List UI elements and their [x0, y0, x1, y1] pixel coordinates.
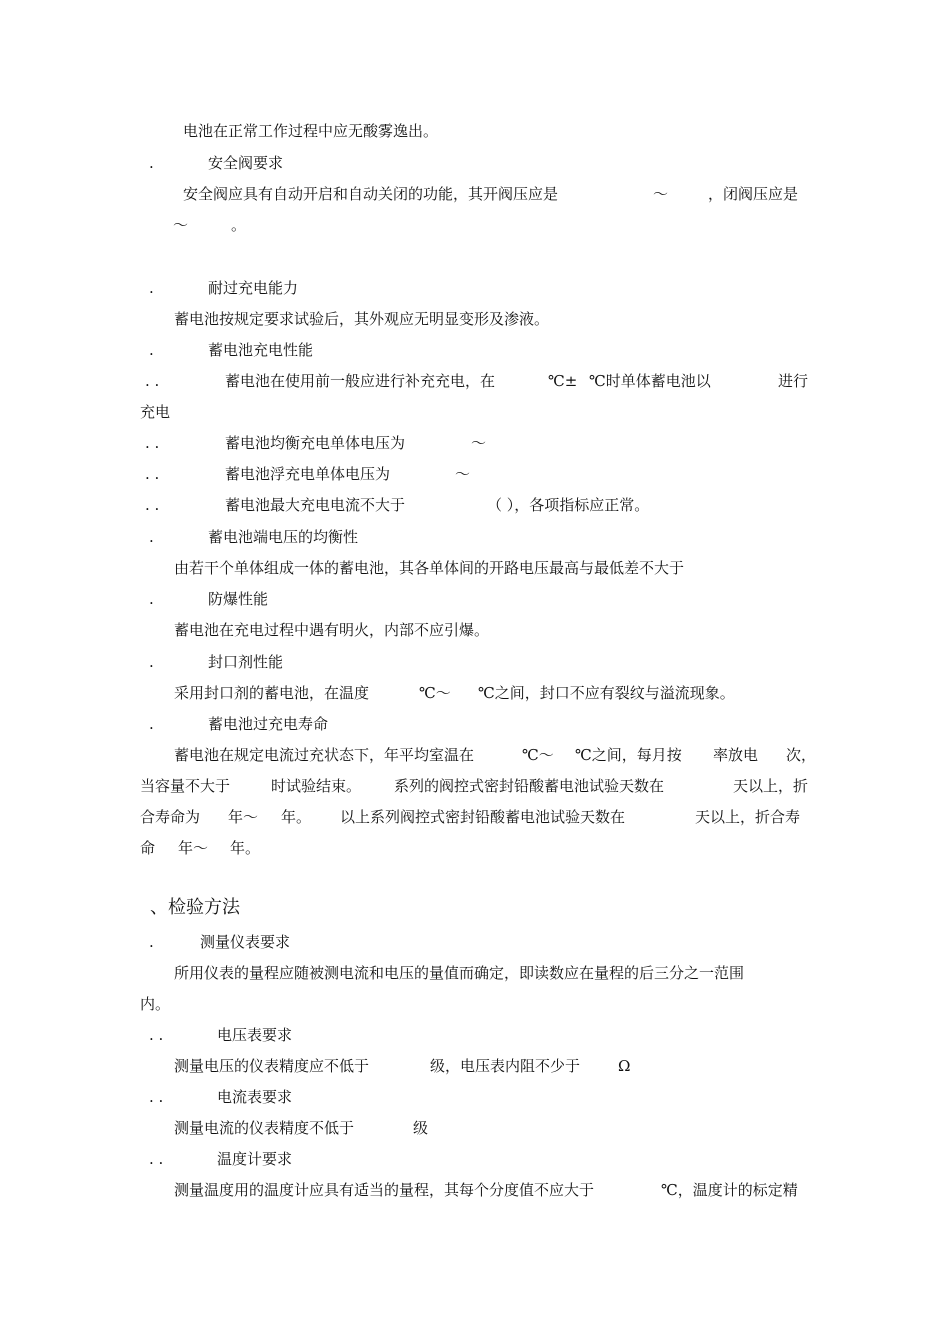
heading-overcharge-life: 蓄电池过充电寿命	[208, 715, 329, 733]
paragraph-capacity: 当容量不大于	[140, 777, 231, 795]
section-number: .	[149, 154, 154, 172]
paragraph-monthly: ℃之间，每月按	[575, 746, 682, 764]
section-number: .	[149, 528, 154, 546]
paragraph-days-above: 天以上，折	[733, 777, 809, 795]
paragraph-instrument-range: 所用仪表的量程应随被测电流和电压的量值而确定，即读数应在量程的后三分之一范围	[174, 964, 745, 982]
paragraph-discharge-rate: 率放电	[713, 746, 759, 764]
paragraph-overcharge: 蓄电池按规定要求试验后，其外观应无明显变形及渗液。	[174, 310, 550, 328]
years-range: 年～	[228, 808, 259, 826]
temperature-range: ℃～	[419, 684, 451, 702]
subsection-number: . .	[145, 434, 160, 452]
paragraph-explosion-proof: 蓄电池在充电过程中遇有明火，内部不应引爆。	[174, 621, 490, 639]
paragraph-overcharge-life: 蓄电池在规定电流过充状态下，年平均室温在	[174, 746, 475, 764]
heading-safety-valve: 安全阀要求	[208, 154, 284, 172]
period: 。	[231, 216, 247, 234]
heading-voltmeter: 电压表要求	[217, 1026, 293, 1044]
heading-sealant: 封口剂性能	[208, 653, 284, 671]
paragraph-times: 次，	[786, 746, 817, 764]
paragraph-supplement-charge: 蓄电池在使用前一般应进行补充充电，在	[225, 372, 496, 390]
subsection-number: . .	[145, 465, 160, 483]
subsection-number: . .	[149, 1088, 164, 1106]
paragraph-voltage-balance: 由若干个单体组成一体的蓄电池，其各单体间的开路电压最高与最低差不大于	[174, 559, 685, 577]
heading-charging-performance: 蓄电池充电性能	[208, 341, 314, 359]
section-number: .	[149, 590, 154, 608]
heading-voltage-balance: 蓄电池端电压的均衡性	[208, 528, 359, 546]
heading-thermometer: 温度计要求	[217, 1150, 293, 1168]
paragraph-grade: 级	[413, 1119, 429, 1137]
paragraph-thermometer: 测量温度用的温度计应具有适当的量程，其每个分度值不应大于	[174, 1181, 595, 1199]
paragraph-within: 内。	[140, 995, 171, 1013]
paragraph-unit-cell: ℃时单体蓄电池以	[589, 372, 711, 390]
paragraph-close-pressure: ，闭阀压应是	[708, 185, 799, 203]
section-number: .	[149, 933, 154, 951]
range-tilde: ～	[471, 434, 487, 452]
paragraph-thermometer-calibration: ℃，温度计的标定精	[661, 1181, 798, 1199]
subsection-number: . .	[145, 496, 160, 514]
section-number: .	[149, 653, 154, 671]
range-tilde: ～	[173, 216, 189, 234]
paragraph-ammeter-accuracy: 测量电流的仪表精度不低于	[174, 1119, 355, 1137]
paragraph-life-word: 命	[140, 839, 156, 857]
range-tilde: ～	[455, 465, 471, 483]
paragraph-safety-valve: 安全阀应具有自动开启和自动关闭的功能，其开阀压应是	[183, 185, 559, 203]
paragraph-series-days: 系列的阀控式密封铅酸蓄电池试验天数在	[394, 777, 665, 795]
heading-inspection-methods: 、检验方法	[150, 897, 240, 918]
section-number: .	[149, 341, 154, 359]
years-range: 年～	[178, 839, 209, 857]
subsection-number: . .	[149, 1150, 164, 1168]
paragraph-life: 合寿命为	[140, 808, 201, 826]
heading-overcharge: 耐过充电能力	[208, 279, 299, 297]
years-end: 年。	[281, 808, 312, 826]
paragraph-float-voltage: 蓄电池浮充电单体电压为	[225, 465, 391, 483]
paragraph-sealant-result: ℃之间，封口不应有裂纹与溢流现象。	[478, 684, 735, 702]
heading-ammeter: 电流表要求	[217, 1088, 293, 1106]
paragraph-series-days-above: 以上系列阀控式密封铅酸蓄电池试验天数在	[340, 808, 626, 826]
section-number: .	[149, 279, 154, 297]
ohm-symbol: Ω	[618, 1057, 631, 1075]
paragraph-acid-mist: 电池在正常工作过程中应无酸雾逸出。	[183, 122, 439, 140]
paragraph-days-above-life: 天以上，折合寿	[695, 808, 801, 826]
subsection-number: . .	[149, 1026, 164, 1044]
temperature-plusminus: ℃±	[548, 372, 578, 390]
paragraph-sealant: 采用封口剂的蓄电池，在温度	[174, 684, 370, 702]
paragraph-equalize-voltage: 蓄电池均衡充电单体电压为	[225, 434, 406, 452]
paragraph-max-current: 蓄电池最大充电电流不大于	[225, 496, 406, 514]
heading-explosion-proof: 防爆性能	[208, 590, 269, 608]
paragraph-proceed: 进行	[778, 372, 809, 390]
heading-instrument-requirements: 测量仪表要求	[200, 933, 291, 951]
paragraph-charge: 充电	[140, 403, 171, 421]
paragraph-voltmeter-resistance: 级，电压表内阻不少于	[430, 1057, 581, 1075]
section-number: .	[149, 715, 154, 733]
paragraph-indicators: （ ），各项指标应正常。	[487, 496, 650, 514]
subsection-number: . .	[145, 372, 160, 390]
paragraph-test-end: 时试验结束。	[271, 777, 362, 795]
range-tilde: ～	[653, 185, 669, 203]
paragraph-voltmeter-accuracy: 测量电压的仪表精度应不低于	[174, 1057, 370, 1075]
years-end: 年。	[230, 839, 261, 857]
temperature-range: ℃～	[522, 746, 554, 764]
